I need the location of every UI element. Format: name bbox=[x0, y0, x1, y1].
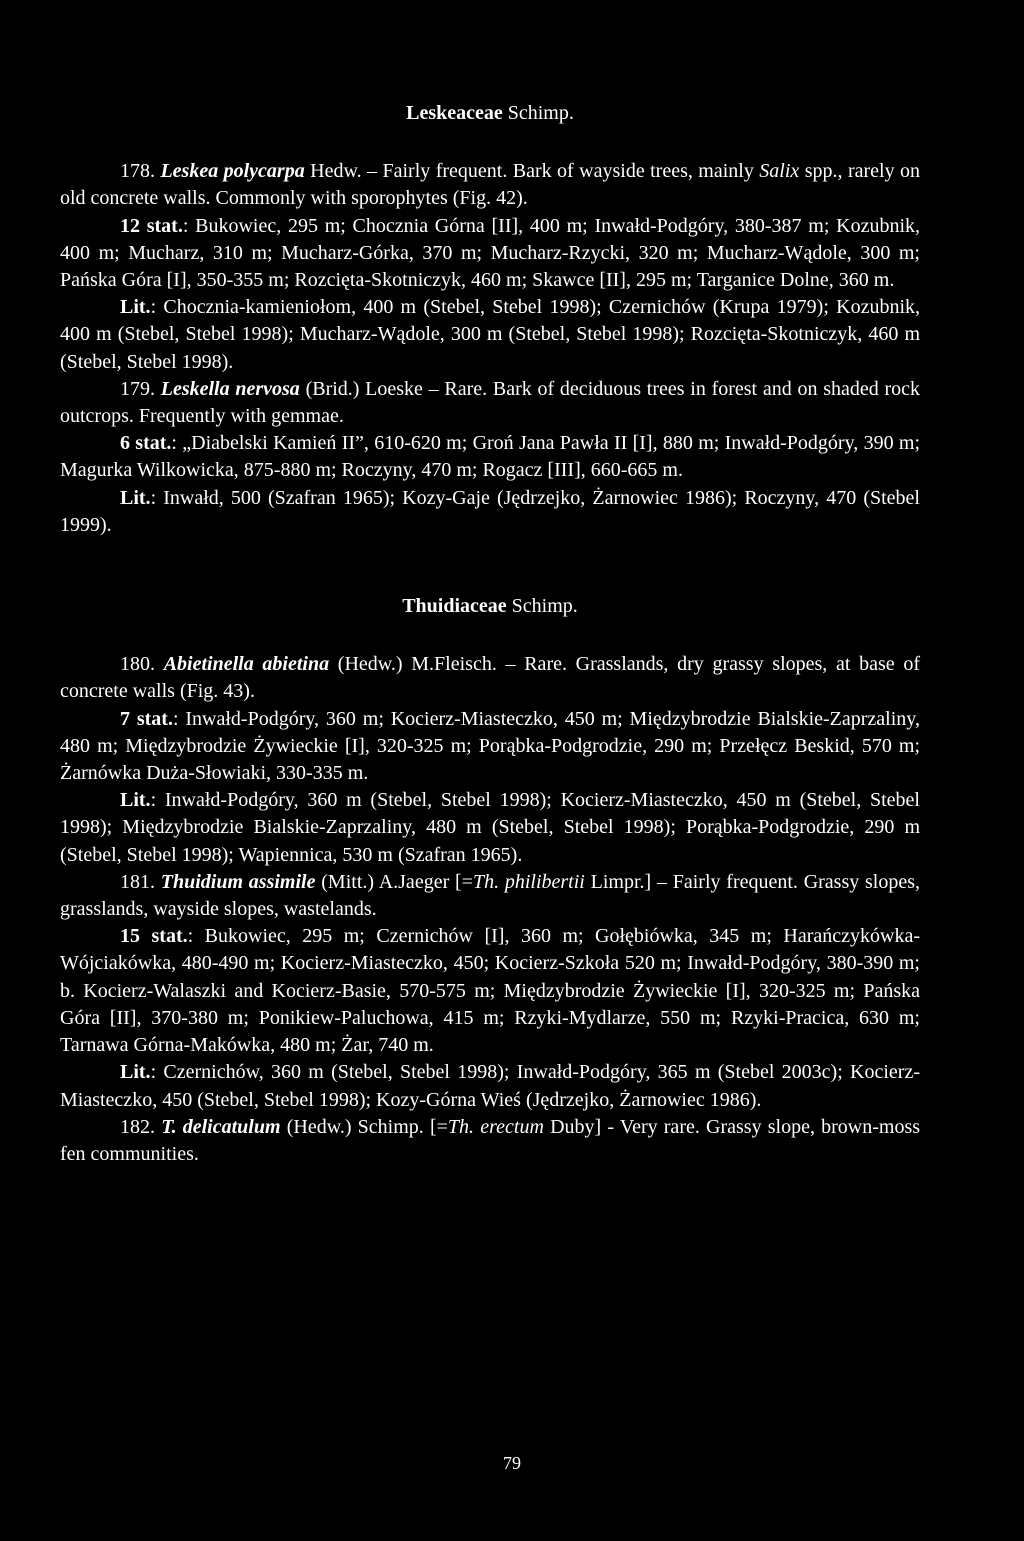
species-author: (Hedw.) Schimp. [= bbox=[286, 1115, 448, 1138]
stations-label: 7 stat. bbox=[120, 707, 173, 730]
species-author: (Hedw.) M.Fleisch. bbox=[337, 653, 497, 676]
species-description-cont: spp., rarely on old concrete walls. Commonly with sporophytes (Fig. 42). bbox=[60, 160, 921, 210]
family-author: Schimp. bbox=[511, 595, 578, 618]
stations-text: : Bukowiec, 295 m; Chocznia Górna [II], 400 m; Inwałd-Podgóry, 380-387 m; Kozubnik, 400 m; Mucharz, 310 m; Mucharz-Górka, 370 m; Mucharz-Rzycki, 320 m; Mucharz-Wądole, 300 m; Pańska Góra [I], 350-355 m; Rozcięta-Skotniczyk, 460 m; Skawce [II], 295 m; Targanice Dolne, 360 m. bbox=[60, 214, 920, 292]
literature-label: Lit. bbox=[120, 1061, 151, 1084]
stations-paragraph bbox=[60, 923, 920, 1059]
family-name: Leskeaceae bbox=[406, 102, 503, 124]
species-author: (Brid.) Loeske bbox=[305, 377, 423, 400]
family-name: Thuidiaceae bbox=[402, 595, 507, 618]
species-name: Leskea polycarpa bbox=[160, 160, 305, 183]
literature-paragraph bbox=[60, 485, 920, 539]
literature-text: : Chocznia-kamieniołom, 400 m (Stebel, Stebel 1998); Czernichów (Krupa 1979); Kozubnik, 400 m (Stebel, Stebel 1998); Mucharz-Wądole, 300 m (Stebel, Stebel 1998); Rozcięta-Skotniczyk, 460 m (Stebel, Stebel 1998). bbox=[60, 296, 920, 373]
species-description: – Fairly frequent. Grassy slopes, grasslands, wayside slopes, wastelands. bbox=[60, 870, 921, 921]
stations-text: : Bukowiec, 295 m; Czernichów [I], 360 m; Gołębiówka, 345 m; Harańczykówka-Wójciakówka, 480-490 m; Kocierz-Miasteczko, 450; Kocierz-Szkoła 520 m; Inwałd-Podgóry, 380-390 m; b. Kocierz-Walaszki and Kocierz-Basie, 570-575 m; Międzybrodzie Żywieckie [I], 320-325 m; Pańska Góra [II], 370-380 m; Ponikiew-Paluchowa, 415 m; Rzyki-Mydlarze, 550 m; Rzyki-Pracica, 630 m; Tarnawa Górna-Makówka, 480 m; Żar, 740 m. bbox=[60, 925, 920, 1057]
species-author: (Mitt.) A.Jaeger [= bbox=[321, 870, 473, 893]
species-name: Abietinella abietina bbox=[163, 653, 330, 676]
literature-text: : Inwałd-Podgóry, 360 m (Stebel, Stebel 1998); Kocierz-Miasteczko, 450 m (Stebel, Stebel 1998); Międzybrodzie Bialskie-Zaprzaliny, 480 m (Stebel, Stebel 1998); Porąbka-Podgrodzie, 290 m (Stebel, Stebel 1998); Wapiennica, 530 m (Szafran 1965). bbox=[60, 789, 920, 866]
page-body bbox=[60, 100, 920, 1168]
species-name: Leskella nervosa bbox=[160, 377, 300, 400]
species-name: Thuidium assimile bbox=[160, 870, 316, 893]
literature-label: Lit. bbox=[120, 296, 151, 319]
literature-label: Lit. bbox=[120, 486, 151, 509]
family-heading-leskeaceae bbox=[60, 100, 920, 127]
species-description: – Rare. Grasslands, dry grassy slopes, at base of concrete walls (Fig. 43). bbox=[60, 653, 921, 703]
species-number: 182. bbox=[120, 1115, 155, 1138]
literature-paragraph bbox=[60, 787, 920, 869]
species-author: Hedw. bbox=[310, 160, 362, 183]
stations-paragraph bbox=[60, 430, 920, 484]
species-name: T. delicatulum bbox=[161, 1115, 281, 1138]
stations-label: 12 stat. bbox=[120, 214, 183, 237]
family-author: Schimp. bbox=[507, 102, 574, 124]
species-entry-178 bbox=[60, 158, 920, 212]
stations-paragraph bbox=[60, 706, 920, 788]
stations-label: 6 stat. bbox=[120, 432, 172, 455]
stations-label: 15 stat. bbox=[120, 925, 188, 948]
species-number: 178. bbox=[120, 160, 155, 183]
species-entry-182 bbox=[60, 1114, 920, 1168]
literature-paragraph bbox=[60, 294, 920, 376]
species-description: – Fairly frequent. Bark of wayside trees, mainly bbox=[361, 160, 760, 183]
literature-text: : Czernichów, 360 m (Stebel, Stebel 1998); Inwałd-Podgóry, 365 m (Stebel 2003c); Kocierz-Miasteczko, 450 (Stebel, Stebel 1998); Kozy-Górna Wieś (Jędrzejko, Żarnowiec 1986). bbox=[60, 1061, 920, 1111]
species-number: 181. bbox=[120, 870, 155, 893]
stations-text: : Inwałd-Podgóry, 360 m; Kocierz-Miasteczko, 450 m; Międzybrodzie Bialskie-Zaprzaliny, 480 m; Międzybrodzie Żywieckie [I], 320-325 m; Porąbka-Podgrodzie, 290 m; Przełęcz Beskid, 570 m; Żarnówka Duża-Słowiaki, 330-335 m. bbox=[60, 707, 920, 785]
synonym-author: Duby] bbox=[543, 1115, 602, 1138]
synonym-name: Th. erectum bbox=[447, 1115, 544, 1138]
species-number: 179. bbox=[120, 377, 155, 400]
species-entry-179 bbox=[60, 376, 920, 430]
synonym-author: Limpr.] bbox=[584, 870, 652, 893]
literature-text: : Inwałd, 500 (Szafran 1965); Kozy-Gaje (Jędrzejko, Żarnowiec 1986); Roczyny, 470 (Stebel 1999). bbox=[60, 486, 920, 536]
species-description: - Very rare. Grassy slope, brown-moss fen communities. bbox=[60, 1115, 921, 1165]
species-description-italic: Salix bbox=[759, 160, 800, 183]
species-description: – Rare. Bark of deciduous trees in forest and on shaded rock outcrops. Frequently with gemmae. bbox=[60, 377, 921, 428]
species-entry-181 bbox=[60, 869, 920, 923]
stations-paragraph bbox=[60, 213, 920, 295]
stations-text: : „Diabelski Kamień II”, 610-620 m; Groń Jana Pawła II [I], 880 m; Inwałd-Podgóry, 390 m; Magurka Wilkowicka, 875-880 m; Roczyny, 470 m; Rogacz [III], 660-665 m. bbox=[60, 432, 920, 482]
literature-label: Lit. bbox=[120, 789, 151, 812]
page-number: 79 bbox=[503, 1453, 521, 1473]
family-heading-thuidiaceae bbox=[60, 593, 920, 620]
species-entry-180 bbox=[60, 651, 920, 705]
synonym-name: Th. philibertii bbox=[472, 870, 585, 893]
species-number: 180. bbox=[120, 653, 155, 676]
literature-paragraph bbox=[60, 1059, 920, 1113]
